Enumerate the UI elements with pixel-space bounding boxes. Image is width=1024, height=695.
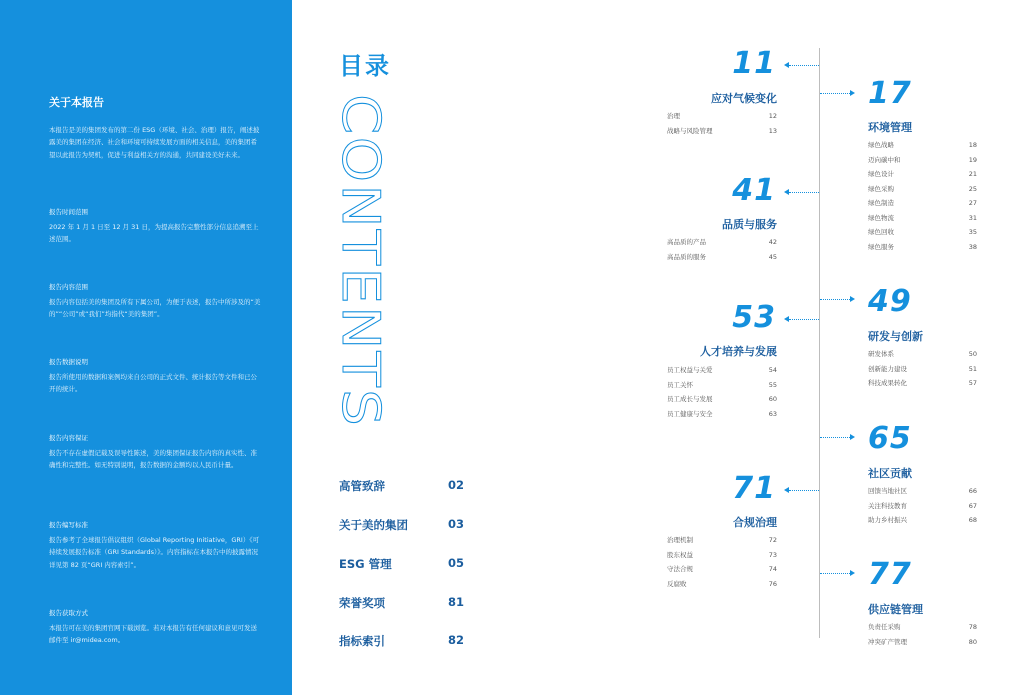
data-notes-text: 报告所使用的数据和案例均来自公司的正式文件、统计报告等文件和已公开的统计。: [49, 373, 257, 394]
content-assurance-heading: 报告内容保证: [49, 434, 88, 442]
toc-sub-item[interactable]: 治理机制 72: [667, 536, 777, 544]
chapter-number-49: 49: [868, 284, 912, 319]
chapter-items-supply-chain: [868, 620, 977, 649]
connector-line: [820, 437, 850, 438]
about-report-title: 关于本报告: [49, 96, 104, 109]
toc-sub-item[interactable]: 绿色采购 25: [868, 184, 977, 193]
toc-item-index[interactable]: 指标索引: [339, 634, 385, 648]
toc-sub-item[interactable]: 创新能力建设 51: [868, 364, 977, 373]
toc-sub-item[interactable]: 关注科技教育 67: [868, 501, 977, 510]
chapter-title-environment[interactable]: 环境管理: [868, 121, 912, 134]
toc-sub-item[interactable]: 高品质的服务 45: [667, 252, 777, 261]
toc-sub-item[interactable]: 绿色制造 27: [868, 199, 977, 207]
time-range-text: 2022 年 1 月 1 日至 12 月 31 日，为提高报告完整性部分信息追溯至上述范围。: [49, 223, 259, 244]
chapter-number-53: 53: [732, 300, 776, 335]
toc-sub-item[interactable]: 迈向碳中和 19: [868, 155, 977, 164]
reporting-standard-heading: 报告编写标准: [49, 521, 88, 529]
reporting-standard-text: 报告参考了全球报告倡议组织（Global Reporting Initiative，GRI）《可持续发展报告标准（GRI Standards）》。内容指标在本报告中的披露情况详见第 82 页“GRI 内容索引”。: [49, 536, 260, 569]
toc-page-about-midea: 03: [448, 517, 465, 531]
toc-sub-item[interactable]: 科技成果转化 57: [868, 379, 977, 387]
access-text: 本报告可在美的集团官网下载浏览。若对本报告有任何建议和意见可发送邮件至 ir@midea.com。: [49, 624, 257, 645]
toc-sub-item[interactable]: 冲突矿产管理 80: [868, 637, 977, 646]
time-range-heading: 报告时间范围: [49, 208, 88, 216]
content-scope-heading: 报告内容范围: [49, 283, 88, 291]
toc-page-esg-management: 05: [448, 556, 465, 570]
toc-sub-item[interactable]: 绿色回收 35: [868, 228, 977, 236]
connector-line: [789, 65, 819, 66]
connector-line: [789, 490, 819, 491]
chapter-number-11: 11: [732, 46, 776, 81]
toc-sub-item[interactable]: 员工关怀 55: [667, 380, 777, 389]
connector-line: [789, 192, 819, 193]
toc-sub-item[interactable]: 回馈当地社区 66: [868, 487, 977, 495]
connector-arrow: [850, 434, 855, 440]
chapter-number-41: 41: [732, 173, 776, 208]
about-report-body: 本报告是美的集团发布的第二份 ESG（环境、社会、治理）报告，阐述披露美的集团在经济、社会和环境可持续发展方面的相关信息，美的集团希望以此报告为契机，促进与利益相关方的沟通，共同建设美好未来。: [49, 126, 260, 159]
toc-title: 目录: [339, 52, 391, 80]
toc-sub-item[interactable]: 绿色战略 18: [868, 141, 977, 149]
chapter-title-rnd[interactable]: 研发与创新: [868, 330, 923, 343]
chapter-title-supply-chain[interactable]: 供应链管理: [868, 603, 923, 616]
toc-sub-item[interactable]: 治理 12: [667, 112, 777, 120]
toc-sub-item[interactable]: 反腐败 76: [667, 579, 777, 588]
timeline-axis: [819, 48, 820, 638]
toc-page-index: 82: [448, 633, 465, 647]
chapter-title-talent[interactable]: 人才培养与发展: [700, 345, 777, 358]
connector-arrow: [850, 90, 855, 96]
connector-line: [789, 319, 819, 320]
chapter-items-climate: [667, 109, 777, 138]
contents-word-text: CONTENTS: [330, 94, 390, 395]
report-info-panel: [0, 0, 292, 695]
toc-sub-item[interactable]: 股东权益 73: [667, 550, 777, 559]
connector-arrow: [850, 570, 855, 576]
chapter-number-65: 65: [868, 421, 912, 456]
toc-sub-item[interactable]: 研发体系 50: [868, 350, 977, 358]
connector-line: [820, 93, 850, 94]
connector-arrow: [850, 296, 855, 302]
chapter-title-climate[interactable]: 应对气候变化: [711, 92, 777, 105]
chapter-title-quality[interactable]: 品质与服务: [722, 218, 777, 231]
toc-sub-item[interactable]: 高品质的产品 42: [667, 238, 777, 246]
data-notes-heading: 报告数据说明: [49, 358, 88, 366]
chapter-title-compliance[interactable]: 合规治理: [733, 516, 777, 529]
chapter-items-rnd: [868, 347, 977, 391]
toc-sub-item[interactable]: 员工权益与关爱 54: [667, 366, 777, 374]
chapter-items-quality: [667, 235, 777, 264]
content-assurance-text: 报告不存在虚假记载及误导性陈述，美的集团保证报告内容的真实性、准确性和完整性。如无特别说明，报告数据的金额均以人民币计量。: [49, 449, 257, 470]
toc-sub-item[interactable]: 负责任采购 78: [868, 623, 977, 631]
toc-sub-item[interactable]: 员工健康与安全 63: [667, 409, 777, 418]
toc-item-esg-management[interactable]: ESG 管理: [339, 557, 392, 571]
chapter-items-community: [868, 484, 977, 528]
content-scope-text: 报告内容包括美的集团及所有下属公司，为便于表述，报告中所涉及的“美的”“公司”或“我们”均指代“美的集团”。: [49, 298, 261, 319]
contents-vertical-word: [330, 92, 390, 432]
toc-sub-item[interactable]: 绿色设计 21: [868, 170, 977, 178]
toc-item-about-midea[interactable]: 关于美的集团: [339, 518, 408, 532]
toc-sub-item[interactable]: 绿色服务 38: [868, 242, 977, 251]
access-heading: 报告获取方式: [49, 609, 88, 617]
toc-item-executive-message[interactable]: 高管致辞: [339, 479, 385, 493]
toc-item-honors[interactable]: 荣誉奖项: [339, 596, 385, 610]
chapter-items-environment: [868, 138, 977, 254]
chapter-number-17: 17: [868, 76, 912, 111]
toc-sub-item[interactable]: 员工成长与发展 60: [667, 395, 777, 403]
connector-line: [820, 573, 850, 574]
connector-line: [820, 299, 850, 300]
toc-sub-item[interactable]: 绿色物流 31: [868, 213, 977, 222]
chapter-title-community[interactable]: 社区贡献: [868, 467, 912, 480]
chapter-items-talent: [667, 363, 777, 421]
toc-sub-item[interactable]: 战略与风险管理 13: [667, 126, 777, 135]
toc-sub-item[interactable]: 助力乡村振兴 68: [868, 516, 977, 524]
toc-page-executive-message: 02: [448, 478, 465, 492]
chapter-number-77: 77: [868, 557, 912, 592]
toc-page-honors: 81: [448, 595, 465, 609]
chapter-items-compliance: [667, 533, 777, 591]
chapter-number-71: 71: [732, 471, 776, 506]
toc-sub-item[interactable]: 守法合规 74: [667, 565, 777, 573]
